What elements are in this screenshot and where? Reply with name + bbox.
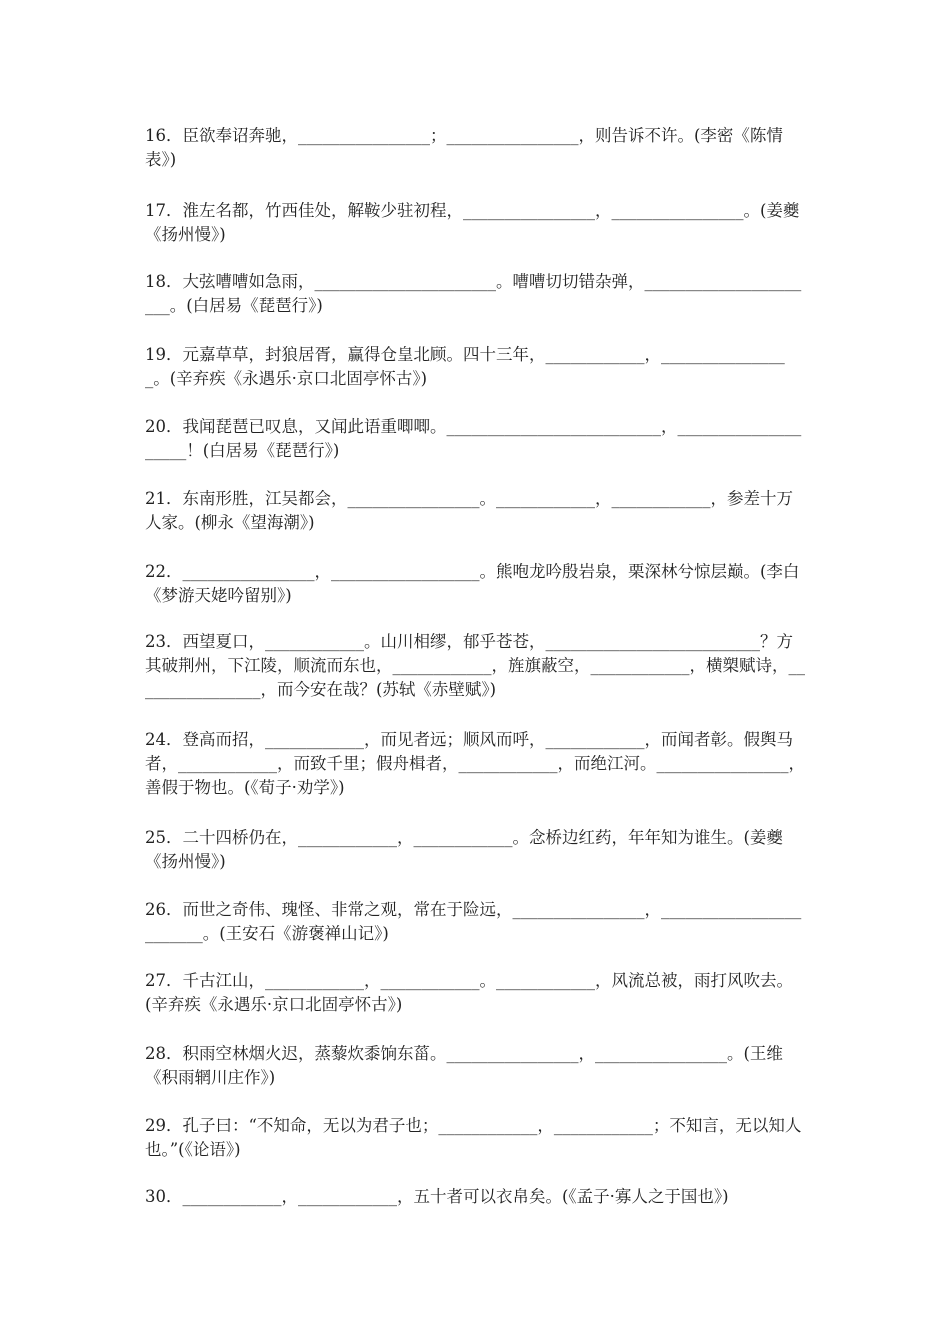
question-19: 19．元嘉草草，封狼居胥，赢得仓皇北顾。四十三年，____________，________________。(辛弃疾《永遇乐·京口北固亭怀古》) bbox=[145, 345, 785, 388]
question-16: 16．臣欲奉诏奔驰，________________；________________，则告诉不许。(李密《陈情表》) bbox=[145, 126, 783, 169]
question-29: 29．孔子曰：“不知命，无以为君子也；____________，____________；不知言，无以知人也。”(《论语》) bbox=[145, 1116, 802, 1159]
question-27: 27．千古江山，____________，____________。____________，风流总被，雨打风吹去。(辛弃疾《永遇乐·京口北固亭怀古》) bbox=[145, 971, 793, 1014]
question-25: 25．二十四桥仍在，____________，____________。念桥边红药，年年知为谁生。(姜夔《扬州慢》) bbox=[145, 828, 783, 871]
question-30: 30．____________，____________，五十者可以衣帛矣。(《孟子·寡人之于国也》) bbox=[145, 1187, 729, 1206]
question-24: 24．登高而招，____________，而见者远；顺风而呼，____________，而闻者彰。假舆马者，____________，而致千里；假舟楫者，____________，而绝江河。________________，善假于物也。(《荀子·劝学》) bbox=[145, 730, 805, 797]
question-17: 17．淮左名都，竹西佳处，解鞍少驻初程，________________，________________。(姜夔《扬州慢》) bbox=[145, 201, 800, 244]
question-28: 28．积雨空林烟火迟，蒸藜炊黍饷东菑。________________，________________。(王维《积雨辋川庄作》) bbox=[145, 1044, 783, 1087]
question-18: 18．大弦嘈嘈如急雨，______________________。嘈嘈切切错杂弹，______________________。(白居易《琵琶行》) bbox=[145, 272, 802, 315]
question-21: 21．东南形胜，江吴都会，________________。____________，____________，参差十万人家。(柳永《望海潮》) bbox=[145, 489, 793, 532]
question-20: 20．我闻琵琶已叹息，又闻此语重唧唧。__________________________，____________________！(白居易《琵琶行》) bbox=[145, 417, 802, 460]
question-22: 22．________________，__________________。熊咆龙吟殷岩泉，栗深林兮惊层巅。(李白《梦游天姥吟留别》) bbox=[145, 562, 800, 605]
question-23: 23．西望夏口，____________。山川相缪，郁乎苍苍，__________________________？方其破荆州，下江陵，顺流而东也，____________，旌旗蔽空，____________，横槊赋诗，________________，而今安在哉？(苏轼《赤壁赋》) bbox=[145, 632, 805, 699]
question-26: 26．而世之奇伟、瑰怪、非常之观，常在于险远，________________，________________________。(王安石《游褒禅山记》) bbox=[145, 900, 802, 943]
